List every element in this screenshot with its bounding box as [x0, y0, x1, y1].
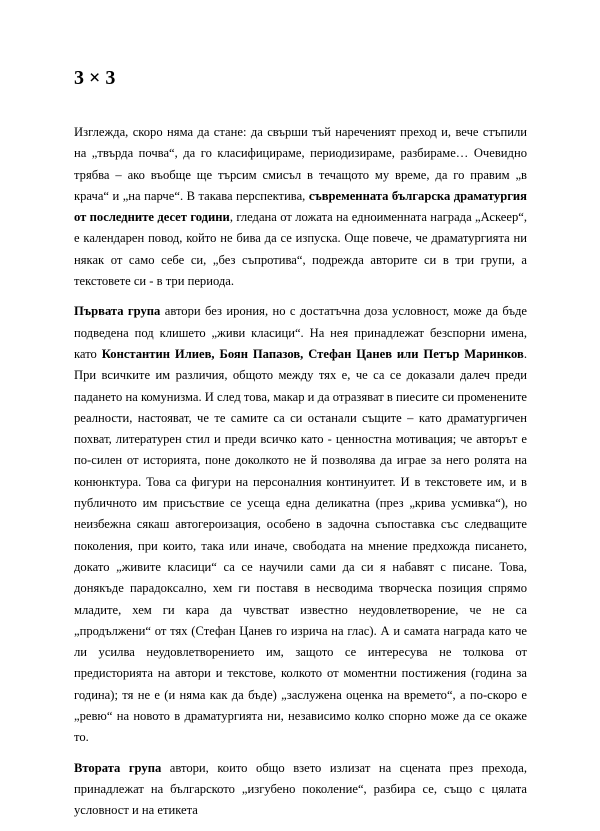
paragraph: [74, 758, 527, 822]
bold-text: Константин Илиев, Боян Папазов, Стефан Цанев или Петър Маринков: [101, 346, 524, 361]
bold-text: Първата група: [74, 304, 161, 319]
text-run: , гледана от ложата на едноименната награда „Аскеер“, е календарен повод, който не бива да се изпуска. Още повече, че драматургията ни някак от само себе си, „без съпротива“, подрежда авторите си в три групи, а текстовете си - в три периода.: [74, 210, 527, 289]
text-run: автори без ирония, но с достатъчна доза условност, може да бъде подведена под клишето „живи класици“. На нея принадлежат безспорни имена, като: [74, 304, 527, 361]
text-run: . При всичките им различия, общото между тях е, че са се доказали далеч преди падането на комунизма. И след това, макар и да отразяват в пиесите си променените реалности, настояват, че те самите са си останали същите – като драматургичен похват, литературен стил и преди всичко като - ценностна мотивация; че авторът е по-силен от историята, поне доколкото не й позволява да играе за него ролята на конюнктура. Това са фигури на персоналния континуитет. И в текстовете им, и в публичното им присъствие се усеща една деликатна (през „крива усмивка“), но неизбежна сякаш автогероизация, особено в задочна съпоставка със следващите поколения, при които, така или иначе, свободата на мнение предхожда писането, докато „живите класици“ са се научили сами да си я набавят с писане. Това, донякъде парадоксално, хем ги поставя в несводима творческа позиция спрямо младите, хем ги кара да чувстват известно неудовлетворение, че не са „продължени“ от тях (Стефан Цанев го изрича на глас). А и самата награда като че ли усилва неудовлетворението им, защото се интересува не толкова от предисторията на автори и текстове, колкото от моментни постижения (година за година); тя не е (и няма как да бъде) „заслужена оценка на времето“, а по-скоро е „ревю“ на новото в драматургията ни, независимо колко спорно може да се окаже то.: [74, 346, 527, 745]
paragraph: [74, 122, 527, 292]
bold-text: Втората група: [74, 760, 162, 775]
bold-text: съвременната българска драматургия от последните десет години: [74, 188, 527, 225]
text-run: автори, които общо взето излизат на сцената през прехода, принадлежат на българското „изгубено поколение“, разбира се, също с цялата условност и на етикета: [74, 760, 527, 818]
article-body: [74, 122, 527, 831]
page-title: 3 × 3: [74, 67, 116, 89]
paragraph: [74, 301, 527, 748]
text-run: Изглежда, скоро няма да стане: да свърши тъй нареченият преход и, вече стъпили на „твърда почва“, да го класифицираме, периодизираме, разбираме… Очевидно трябва – ако въобще ще търсим смисъл в течащото му време, да го правим „в крача“ и „на парче“. В такава перспектива,: [74, 125, 527, 203]
